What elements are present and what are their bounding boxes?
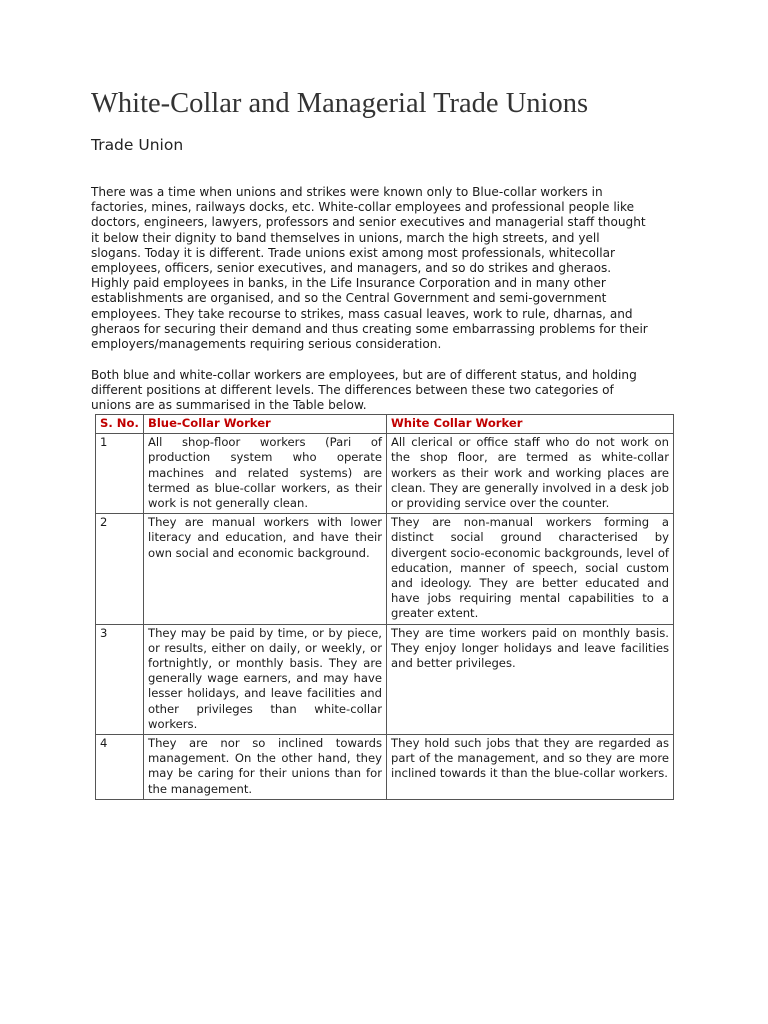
cell-serial-no: 1 [96, 434, 144, 514]
cell-white-collar: They are non-manual workers forming a distinct social ground characterised by divergent socio-economic backgrounds, level of education, manner of speech, social custom and ideology. They are better educated and have jobs requiring mental capabilities to a greater extent. [387, 514, 674, 624]
paragraph-line: doctors, engineers, lawyers, professors and senior executives and managerial staff thought [91, 215, 646, 230]
cell-blue-collar: All shop-floor workers (Pari of production system who operate machines and related systems) are termed as blue-collar workers, as their work is not generally clean. [144, 434, 387, 514]
cell-serial-no: 3 [96, 624, 144, 734]
header-white-collar: White Collar Worker [387, 415, 674, 434]
section-heading: Trade Union [91, 136, 184, 154]
paragraph-line: different positions at different levels. The differences between these two categories of [91, 383, 614, 398]
paragraph-line: factories, mines, railways docks, etc. White-collar employees and professional people like [91, 200, 635, 215]
cell-blue-collar: They are manual workers with lower literacy and education, and have their own social and economic background. [144, 514, 387, 624]
paragraph-line: slogans. Today it is different. Trade unions exist among most professionals, whitecollar [91, 245, 615, 260]
cell-blue-collar: They may be paid by time, or by piece, or results, either on daily, or weekly, or fortnightly, or monthly basis. They are generally wage earners, and may have lesser holidays, and leave facilities and other privileges than white-collar workers. [144, 624, 387, 734]
paragraph-line: employees, officers, senior executives, and managers, and so do strikes and gheraos. [91, 261, 612, 276]
table-header-row [96, 415, 674, 434]
paragraph-line: There was a time when unions and strikes were known only to Blue-collar workers in [91, 185, 603, 199]
paragraph-line: employees. They take recourse to strikes, mass casual leaves, work to rule, dharnas, and [91, 306, 633, 321]
comparison-intro-paragraph [91, 368, 681, 414]
comparison-table [95, 414, 674, 800]
intro-paragraph [91, 185, 681, 352]
cell-white-collar: They hold such jobs that they are regarded as part of the management, and so they are more inclined towards it than the blue-collar workers. [387, 735, 674, 800]
table-row [96, 735, 674, 800]
cell-serial-no: 2 [96, 514, 144, 624]
table-row [96, 624, 674, 734]
cell-blue-collar: They are nor so inclined towards management. On the other hand, they may be caring for their unions than for the management. [144, 735, 387, 800]
paragraph-line: Both blue and white-collar workers are employees, but are of different status, and holding [91, 368, 637, 382]
paragraph-line: gheraos for securing their demand and thus creating some embarrassing problems for their [91, 321, 648, 336]
cell-white-collar: They are time workers paid on monthly basis. They enjoy longer holidays and leave facilities and better privileges. [387, 624, 674, 734]
paragraph-line: it below their dignity to band themselves in unions, march the high streets, and yell [91, 230, 600, 245]
cell-serial-no: 4 [96, 735, 144, 800]
table-row [96, 514, 674, 624]
cell-white-collar: All clerical or office staff who do not work on the shop floor, are termed as white-collar workers as their work and working places are clean. They are generally involved in a desk job or providing service over the counter. [387, 434, 674, 514]
page-title: White-Collar and Managerial Trade Unions [91, 88, 589, 119]
table-row [96, 434, 674, 514]
header-serial-no: S. No. [96, 415, 144, 434]
paragraph-line: Highly paid employees in banks, in the Life Insurance Corporation and in many other [91, 276, 606, 291]
paragraph-line: employers/managements requiring serious consideration. [91, 337, 442, 352]
paragraph-line: unions are as summarised in the Table below. [91, 398, 367, 413]
header-blue-collar: Blue-Collar Worker [144, 415, 387, 434]
paragraph-line: establishments are organised, and so the Central Government and semi-government [91, 291, 607, 306]
